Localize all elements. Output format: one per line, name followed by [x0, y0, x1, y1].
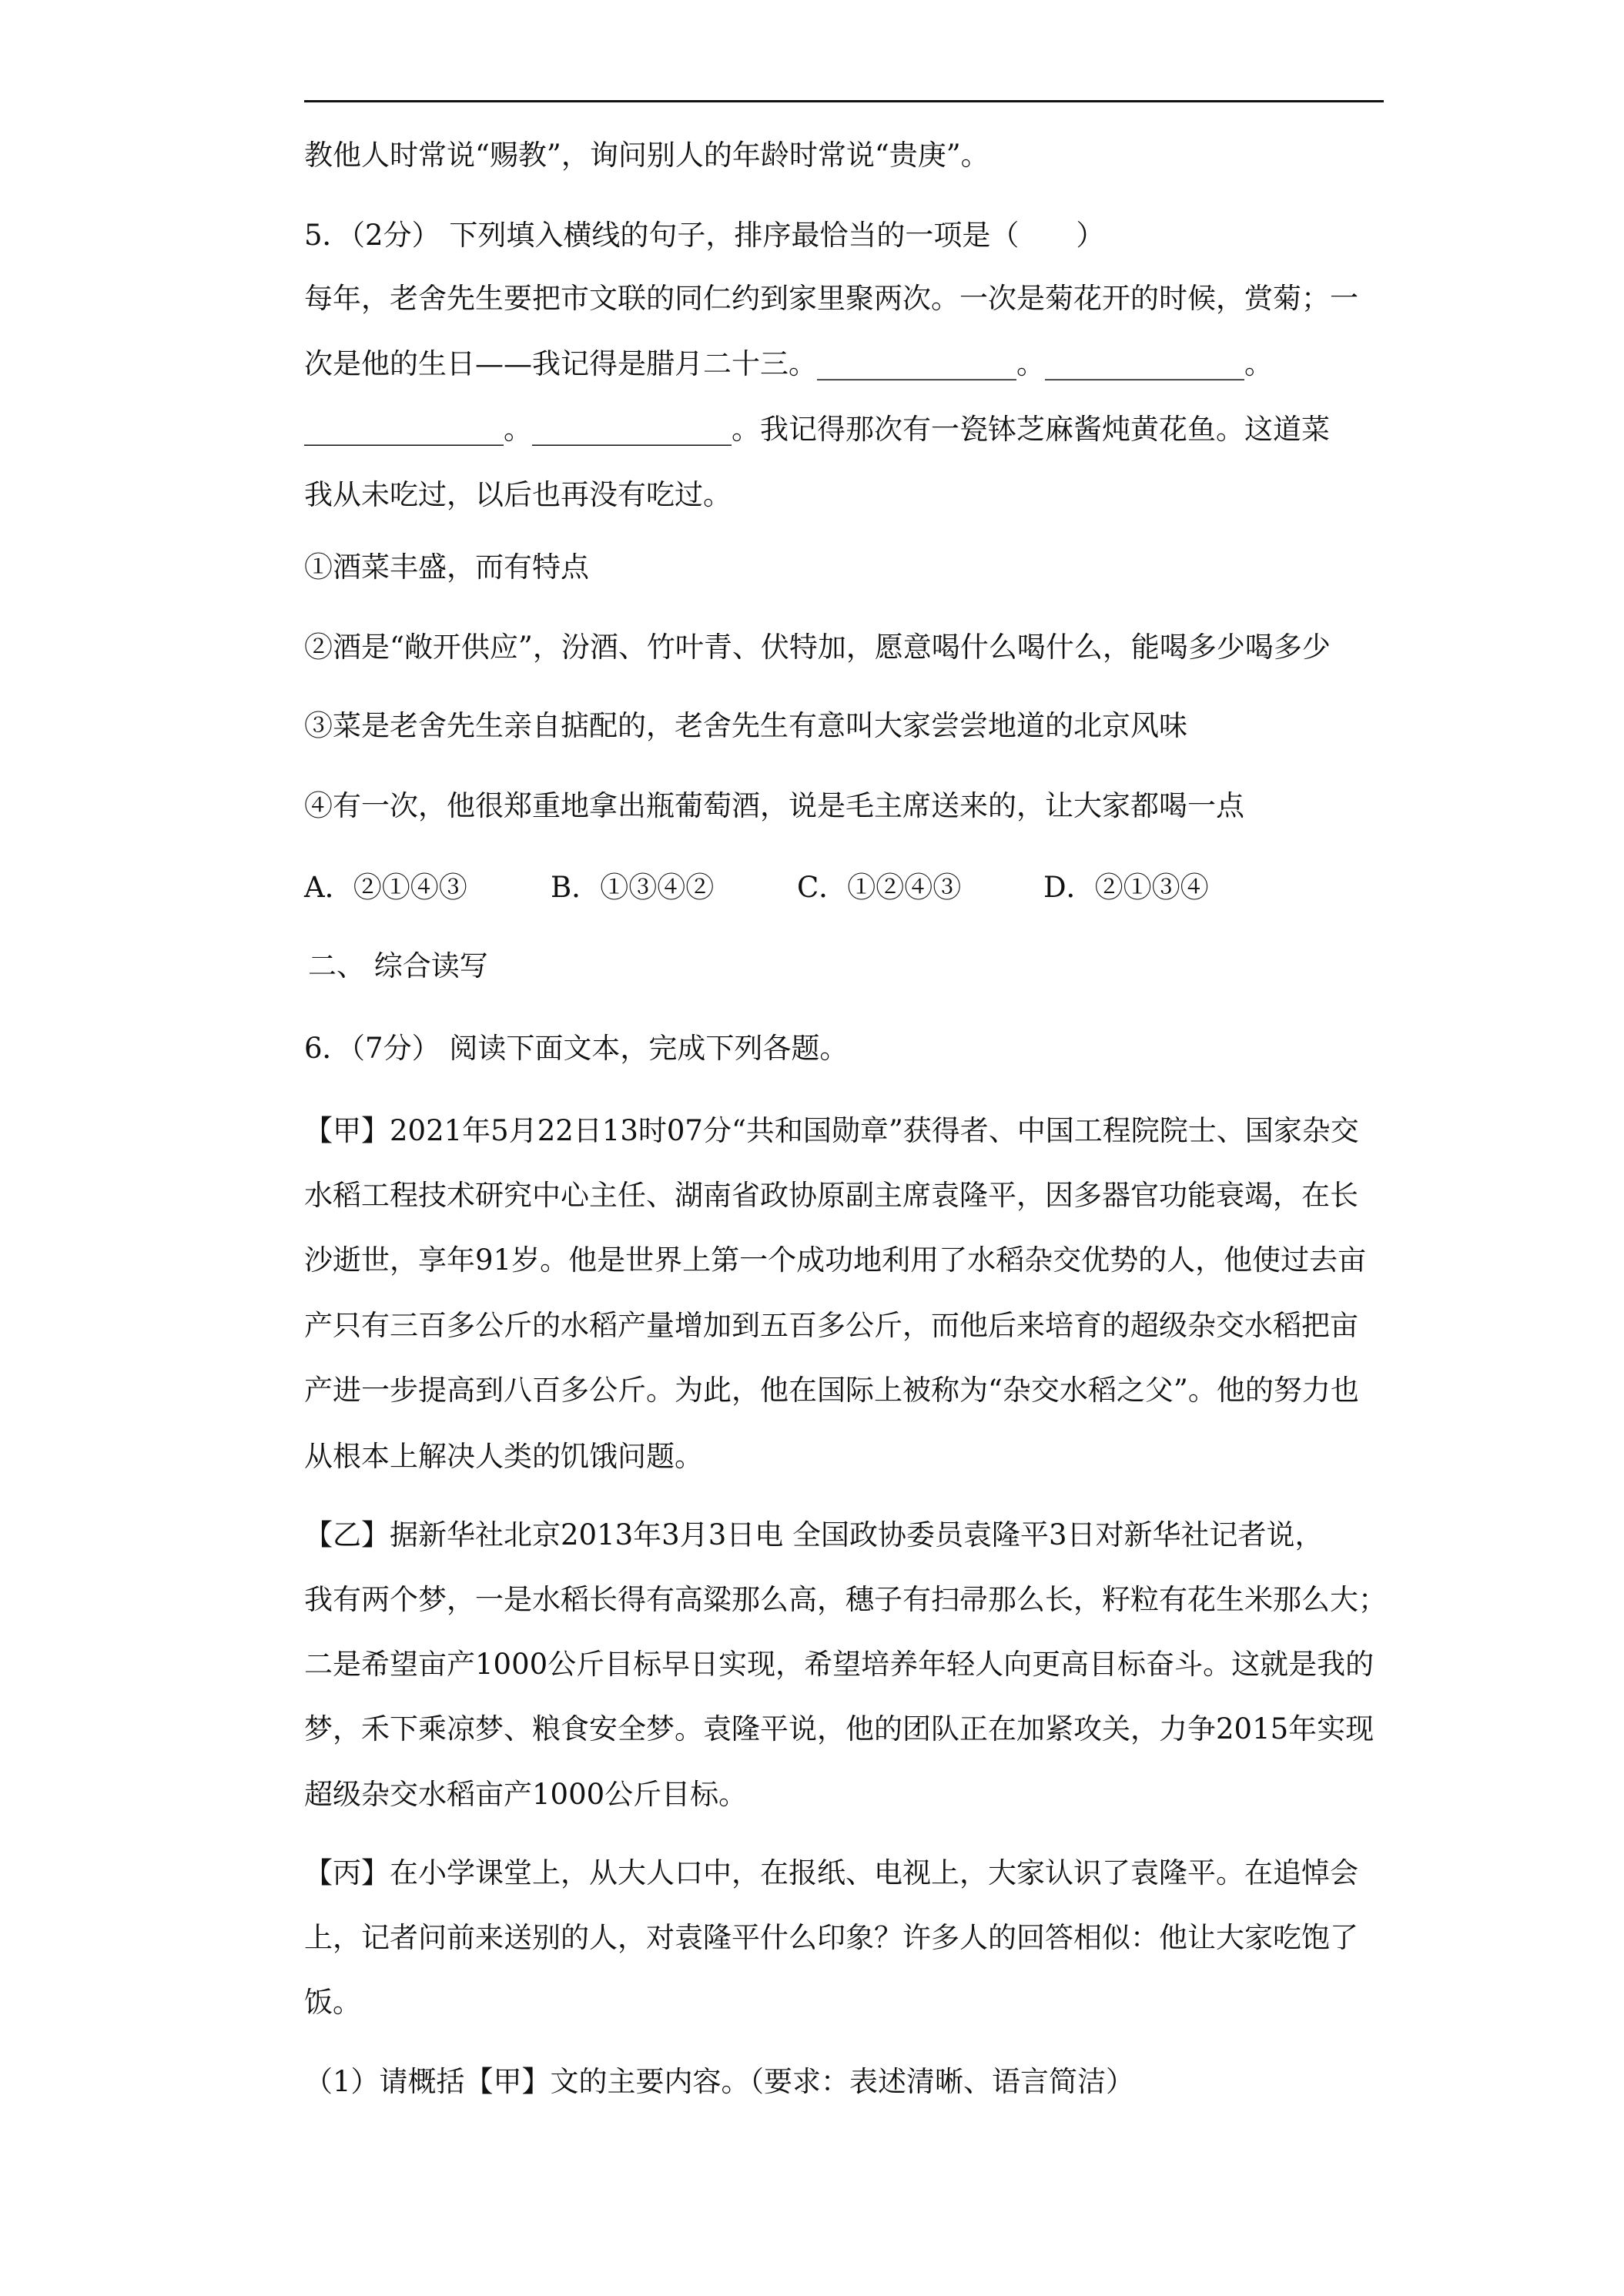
- passage-jia-line: 产进一步提高到八百多公斤。为此，他在国际上被称为“杂交水稻之父”。他的努力也: [304, 1374, 1359, 1407]
- passage-yi-line: 超级杂交水稻亩产1000公斤目标。: [304, 1778, 748, 1811]
- passage-jia-line: 沙逝世，享年91岁。他是世界上第一个成功地利用了水稻杂交优势的人，他使过去亩: [304, 1243, 1367, 1277]
- sentence-option-3: ③菜是老舍先生亲自掂配的，老舍先生有意叫大家尝尝地道的北京风味: [304, 709, 1187, 742]
- passage-bing-line: 饭。: [304, 1986, 361, 2019]
- passage-yi-line: 梦，禾下乘凉梦、粮食安全梦。袁隆平说，他的团队正在加紧攻关，力争2015年实现: [304, 1712, 1375, 1745]
- passage-jia-line: 从根本上解决人类的饥饿问题。: [304, 1440, 703, 1473]
- question-5-passage-line: 次是他的生日——我记得是腊月二十三。______________。______________。: [304, 347, 1273, 380]
- answer-option-b[interactable]: B．①③④②: [551, 871, 715, 904]
- section-heading: 二、 综合读写: [308, 949, 488, 982]
- header-rule: [304, 100, 1384, 102]
- passage-bing-line: 【丙】在小学课堂上，从大人口中，在报纸、电视上，大家认识了袁隆平。在追悼会: [304, 1856, 1358, 1889]
- answer-option-d[interactable]: D．②①③④: [1043, 871, 1209, 904]
- sentence-option-2: ②酒是“敞开供应”，汾酒、竹叶青、伏特加，愿意喝什么喝什么，能喝多少喝多少: [304, 631, 1331, 664]
- passage-yi-line: 【乙】据新华社北京2013年3月3日电 全国政协委员袁隆平3日对新华社记者说，: [304, 1518, 1324, 1551]
- answer-options: [304, 868, 1384, 908]
- passage-yi-line: 我有两个梦，一是水稻长得有高粱那么高，穗子有扫帚那么长，籽粒有花生米那么大；: [304, 1583, 1387, 1616]
- answer-option-c[interactable]: C．①②④③: [797, 871, 962, 904]
- passage-jia-line: 【甲】2021年5月22日13时07分“共和国勋章”获得者、中国工程院院士、国家杂交: [304, 1114, 1359, 1147]
- passage-jia-line: 水稻工程技术研究中心主任、湖南省政协原副主席袁隆平，因多器官功能衰竭，在长: [304, 1179, 1358, 1212]
- question-6-subquestion-1: （1）请概括【甲】文的主要内容。（要求：表述清晰、语言简洁）: [304, 2065, 1135, 2098]
- question-5-passage-line: 我从未吃过，以后也再没有吃过。: [304, 478, 732, 511]
- question-5-passage-line: ______________。______________。我记得那次有一瓷钵芝麻酱炖黄花鱼。这道菜: [304, 413, 1330, 446]
- text-line-intro: 教他人时常说“赐教”，询问别人的年龄时常说“贵庚”。: [304, 139, 989, 172]
- passage-yi-line: 二是希望亩产1000公斤目标早日实现，希望培养年轻人向更高目标奋斗。这就是我的: [304, 1648, 1375, 1681]
- question-5-passage-line: 每年，老舍先生要把市文联的同仁约到家里聚两次。一次是菊花开的时候，赏菊；一: [304, 282, 1358, 315]
- passage-bing-line: 上，记者问前来送别的人，对袁隆平什么印象？许多人的回答相似：他让大家吃饱了: [304, 1921, 1358, 1954]
- answer-option-a[interactable]: A．②①④③: [304, 871, 467, 904]
- sentence-option-4: ④有一次，他很郑重地拿出瓶葡萄酒，说是毛主席送来的，让大家都喝一点: [304, 789, 1244, 822]
- sentence-option-1: ①酒菜丰盛，而有特点: [304, 551, 589, 584]
- question-6-title: 6．（7分） 阅读下面文本，完成下列各题。: [304, 1032, 849, 1065]
- question-5-title: 5．（2分） 下列填入横线的句子，排序最恰当的一项是（ ）: [304, 219, 1105, 252]
- passage-jia-line: 产只有三百多公斤的水稻产量增加到五百多公斤，而他后来培育的超级杂交水稻把亩: [304, 1309, 1358, 1342]
